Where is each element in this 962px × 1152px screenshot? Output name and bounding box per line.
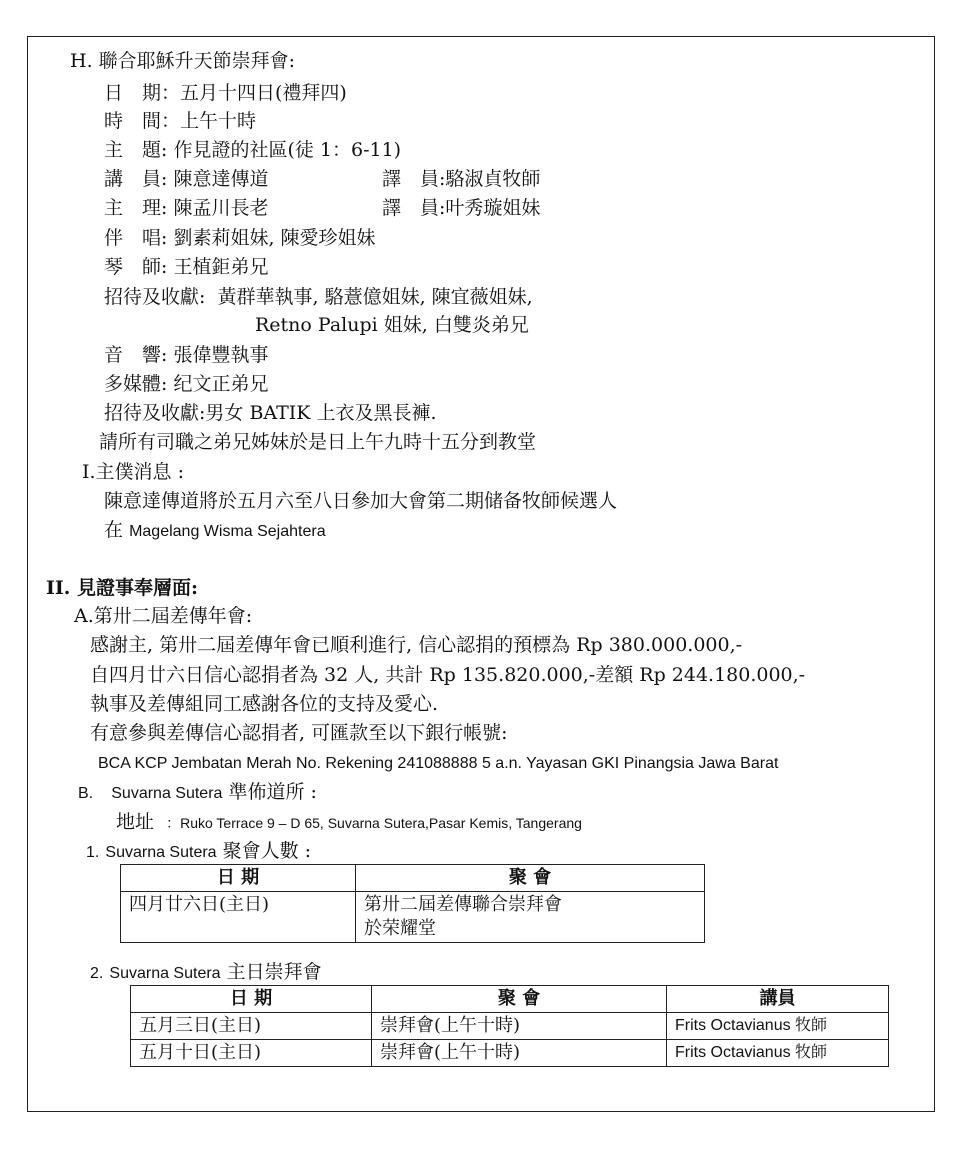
usher-row-2: [255, 314, 529, 336]
table-row: [131, 1013, 889, 1040]
address-label: 地址: [116, 811, 155, 833]
media-label: 多媒體:: [104, 373, 168, 395]
date-label: 日 期：: [104, 82, 181, 104]
speaker-translator-value: 駱淑貞牧師: [445, 168, 541, 190]
section-ii-a-title: A.第卅二屆差傳年會:: [74, 605, 253, 627]
sound-label: 音 響:: [104, 344, 168, 366]
address-value: ：Ruko Terrace 9 – D 65, Suvarna Sutera,Pasar Kemis, Tangerang: [166, 815, 582, 831]
host-translator: [382, 197, 540, 219]
header-meeting: 聚 會: [356, 865, 705, 892]
b-name: Suvarna Sutera: [111, 785, 223, 802]
pianist-value: 王植鉅弟兄: [173, 256, 269, 278]
header-date: 日 期: [121, 865, 356, 892]
b-suffix: 準佈道所 :: [228, 781, 317, 803]
header-speaker: 講員: [667, 986, 889, 1013]
speaker-translator-label: 譯 員:: [382, 168, 446, 190]
section-ii-b-title: [78, 781, 317, 805]
table-header-row: [121, 865, 705, 892]
table2-title: [90, 961, 322, 985]
theme-row: [104, 139, 401, 161]
pianist-row: [104, 256, 268, 278]
table2-title-name: Suvarna Sutera: [109, 965, 221, 982]
speaker-row: [104, 168, 268, 190]
cell-meeting: 崇拜會(上午十時): [372, 1040, 667, 1067]
section-ii-a-line1: 感謝主, 第卅二屆差傳年會已順利進行, 信心認捐的預標為 Rp 380.000.000,-: [90, 634, 743, 656]
speaker-value: 陳意達傳道: [173, 168, 269, 190]
host-value: 陳孟川長老: [173, 197, 269, 219]
media-row: [104, 373, 268, 395]
section-ii-title: II. 見證事奉層面:: [46, 577, 199, 599]
host-translator-value: 叶秀璇姐妹: [445, 197, 541, 219]
speaker-translator: [382, 168, 540, 190]
cell-date: 五月三日(主日): [131, 1013, 372, 1040]
cell-speaker: Frits Octavianus 牧師: [667, 1013, 889, 1040]
section-i-place: Magelang Wisma Sejahtera: [129, 523, 326, 540]
bank-account-line: BCA KCP Jembatan Merah No. Rekening 241088888 5 a.n. Yayasan GKI Pinangsia Jawa Barat: [98, 755, 779, 772]
sound-row: [104, 344, 268, 366]
dress-value: 男女 BATIK 上衣及黑長褲.: [205, 402, 437, 424]
cell-meeting: [356, 892, 705, 943]
section-i-line2-prefix: 在: [104, 519, 124, 541]
theme-value: 作見證的社區(徒 1：6-11): [173, 139, 402, 161]
section-i-line2: [104, 519, 326, 543]
sunday-service-table: [130, 985, 889, 1067]
date-value: 五月十四日(禮拜四): [180, 82, 347, 104]
time-label: 時 間：: [104, 110, 181, 132]
table2-title-suffix: 主日崇拜會: [226, 961, 322, 983]
section-i-title: I.主僕消息 :: [82, 461, 184, 483]
cell-speaker: Frits Octavianus 牧師: [667, 1040, 889, 1067]
pianist-label: 琴 師:: [104, 256, 168, 278]
cell-meeting: 崇拜會(上午十時): [372, 1013, 667, 1040]
section-ii-a-line3: 執事及差傳組同工感謝各位的支持及愛心.: [90, 693, 439, 715]
section-ii-a-line4: 有意參與差傳信心認捐者, 可匯款至以下銀行帳號:: [90, 722, 508, 744]
cell-meeting-line1: 第卅二屆差傳聯合崇拜會: [364, 894, 562, 915]
host-label: 主 理:: [104, 197, 168, 219]
dress-row: [104, 402, 437, 424]
b-prefix: B.: [78, 785, 94, 802]
host-translator-label: 譯 員:: [382, 197, 446, 219]
accompany-value: 劉素莉姐妹, 陳愛珍姐妹: [173, 227, 376, 249]
table1-title-prefix: 1.: [86, 844, 100, 861]
usher-row: [104, 286, 533, 308]
host-row: [104, 197, 268, 219]
table-row: [121, 892, 705, 943]
theme-label: 主 題:: [104, 139, 168, 161]
table2-title-prefix: 2.: [90, 965, 104, 982]
sound-value: 張偉豐執事: [173, 344, 269, 366]
attendance-table: [120, 864, 705, 943]
usher-value-2: Retno Palupi 姐妹, 白雙炎弟兄: [255, 314, 529, 336]
media-value: 纪文正弟兄: [173, 373, 269, 395]
header-date: 日 期: [131, 986, 372, 1013]
cell-date: 五月十日(主日): [131, 1040, 372, 1067]
usher-value-1: 黃群華執事, 駱薏億姐妹, 陳宜薇姐妹,: [217, 286, 533, 308]
cell-date: 四月廿六日(主日): [121, 892, 356, 943]
table1-title-suffix: 聚會人數 :: [222, 840, 312, 862]
section-i-line1: 陳意達傳道將於五月六至八日參加大會第二期储备牧師候選人: [104, 490, 618, 512]
table-header-row: [131, 986, 889, 1013]
table-row: [131, 1040, 889, 1067]
time-row: [104, 110, 256, 132]
speaker-label: 講 員:: [104, 168, 168, 190]
section-h-title: H. 聯合耶穌升天節崇拜會:: [70, 50, 296, 72]
usher-label: 招待及收獻:: [104, 286, 206, 308]
time-value: 上午十時: [180, 110, 257, 132]
notice-line: 請所有司職之弟兄姊妹於是日上午九時十五分到教堂: [99, 431, 537, 453]
header-meeting: 聚 會: [372, 986, 667, 1013]
table1-title: [86, 840, 311, 864]
dress-label: 招待及收獻:: [104, 402, 206, 424]
accompany-label: 伴 唱:: [104, 227, 168, 249]
section-ii-a-line2: 自四月廿六日信心認捐者為 32 人, 共計 Rp 135.820.000,-差額 Rp 244.180.000,-: [90, 664, 806, 686]
table1-title-name: Suvarna Sutera: [105, 844, 217, 861]
date-row: [104, 82, 347, 104]
address-row: [116, 811, 582, 834]
accompany-row: [104, 227, 376, 249]
cell-meeting-line2: 於荣耀堂: [364, 918, 436, 939]
